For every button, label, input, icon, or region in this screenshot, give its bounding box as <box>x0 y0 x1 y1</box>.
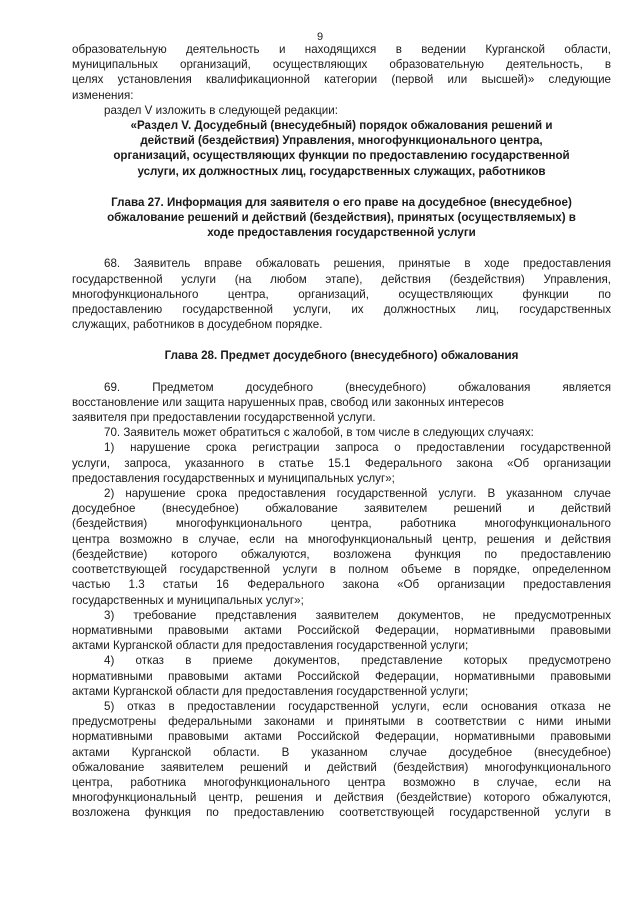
item-line: возложена функция по предоставлению соответствующей государственной услуги в <box>72 806 611 820</box>
paragraph-line: государственной услуги (на любом этапе), действия (бездействия) Управления, <box>72 272 611 286</box>
paragraph-line: предоставлению государственной услуги, их должностных лиц, государственных <box>72 303 611 317</box>
item-line: центра возможно в случае, если на многофункциональный центр, решения и действия <box>72 532 611 546</box>
intro-line: образовательную деятельность и находящихся в ведении Курганской области, <box>72 43 611 56</box>
item-line: обжалование заявителем решений и действий (бездействия) многофункционального <box>72 760 611 774</box>
paragraph-line: заявителя при предоставлении государственной услуги. <box>72 411 376 425</box>
intro-line: целях установления квалификационной категории (первой или высшей)» следующие <box>72 73 611 87</box>
chapter-28-title: Глава 28. Предмет досудебного (внесудебного) обжалования <box>164 349 519 363</box>
document-body <box>72 42 611 821</box>
item-line: 2) нарушение срока предоставления государственной услуги. В указанном случае <box>104 487 611 501</box>
item-line: государственных и муниципальных услуг»; <box>72 593 304 607</box>
item-line: 4) отказ в приеме документов, представление которых предусмотрено <box>104 654 611 668</box>
item-line: актами Курганской области для предоставления государственной услуги; <box>72 639 469 653</box>
list-item-5 <box>72 699 611 821</box>
item-line: досудебное (внесудебное) обжалование заявителем решений и действий <box>72 502 611 516</box>
chapter-27-title-line: Глава 27. Информация для заявителя о его праве на досудебное (внесудебное) <box>111 195 572 209</box>
list-item-3 <box>72 608 611 654</box>
item-line: нормативными правовыми актами Российской Федерации, нормативными правовыми <box>72 669 611 683</box>
paragraph-line: служащих, работников в досудебном порядке. <box>72 318 323 332</box>
item-line: актами Курганской области для предоставления государственной услуги; <box>72 684 469 698</box>
section-title <box>72 118 611 179</box>
intro-paragraph <box>72 42 611 103</box>
chapter-27-title <box>72 195 611 241</box>
item-line: (бездействие) которого обжалуются, возложена функция по предоставлению <box>72 547 611 561</box>
paragraph-69 <box>72 380 611 426</box>
item-line: нормативными правовыми актами Российской Федерации, нормативными правовыми <box>72 623 611 637</box>
section-title-line: услуги, их должностных лиц, государственных служащих, работников <box>137 164 546 178</box>
item-line: центра, работника многофункционального центра возможно в случае, если на <box>72 775 611 789</box>
chapter-27-title-line: ходе предоставления государственной услуги <box>207 226 476 240</box>
paragraph-line: восстановление или защита нарушенных прав, свобод или законных интересов <box>72 395 504 409</box>
item-line: соответствующей государственной услуги в полном объеме в порядке, определенном <box>72 563 611 577</box>
chapter-27-title-line: обжалование решений и действий (бездействия), принятых (осуществляемых) в <box>107 211 576 225</box>
intro-line: изменения: <box>72 88 134 102</box>
intro-line: муниципальных организаций, осуществляющих образовательную деятельность, в <box>72 58 611 72</box>
item-line: актами Курганской области. В указанном случае досудебное (внесудебное) <box>72 745 611 759</box>
item-line: услуги, запроса, указанного в статье 15.1 Федерального закона «Об организации <box>72 456 611 470</box>
paragraph-line: многофункционального центра, организаций, осуществляющих функции по <box>72 287 611 301</box>
paragraph-70-intro: 70. Заявитель может обратиться с жалобой, в том числе в следующих случаях: <box>104 426 534 440</box>
list-item-4 <box>72 653 611 699</box>
item-line: 3) требование представления заявителем документов, не предусмотренных <box>104 608 611 622</box>
section-title-line: «Раздел V. Досудебный (внесудебный) порядок обжалования решений и <box>130 119 553 133</box>
item-line: предусмотрены федеральными законами и принятыми в соответствии с ними иными <box>72 715 611 729</box>
item-line: 1) нарушение срока регистрации запроса о предоставлении государственной <box>104 441 611 455</box>
paragraph-line: 69. Предметом досудебного (внесудебного) обжалования является <box>104 380 611 394</box>
list-item-1 <box>72 440 611 486</box>
paragraph-68 <box>72 256 611 332</box>
item-line: нормативными правовыми актами Российской Федерации, нормативными правовыми <box>72 730 611 744</box>
section-title-line: организаций, осуществляющих функции по предоставлению государственной <box>113 149 570 163</box>
item-line: частью 1.3 статьи 16 Федерального закона «Об организации предоставления <box>72 578 611 592</box>
section-title-line: действий (бездействия) Управления, многофункционального центра, <box>140 134 543 148</box>
list-item-2 <box>72 486 611 608</box>
page-number: 9 <box>316 31 324 43</box>
item-line: 5) отказ в предоставлении государственной услуги, если основания отказа не <box>104 699 611 713</box>
item-line: предоставления государственных и муниципальных услуг»; <box>72 471 395 485</box>
section-instruction: раздел V изложить в следующей редакции: <box>104 103 338 117</box>
paragraph-line: 68. Заявитель вправе обжаловать решения, принятые в ходе предоставления <box>104 257 611 271</box>
item-line: (бездействия) многофункционального центра, работника многофункционального <box>72 517 611 531</box>
item-line: многофункциональный центр, решения и действия (бездействие) которого обжалуются, <box>72 791 611 805</box>
